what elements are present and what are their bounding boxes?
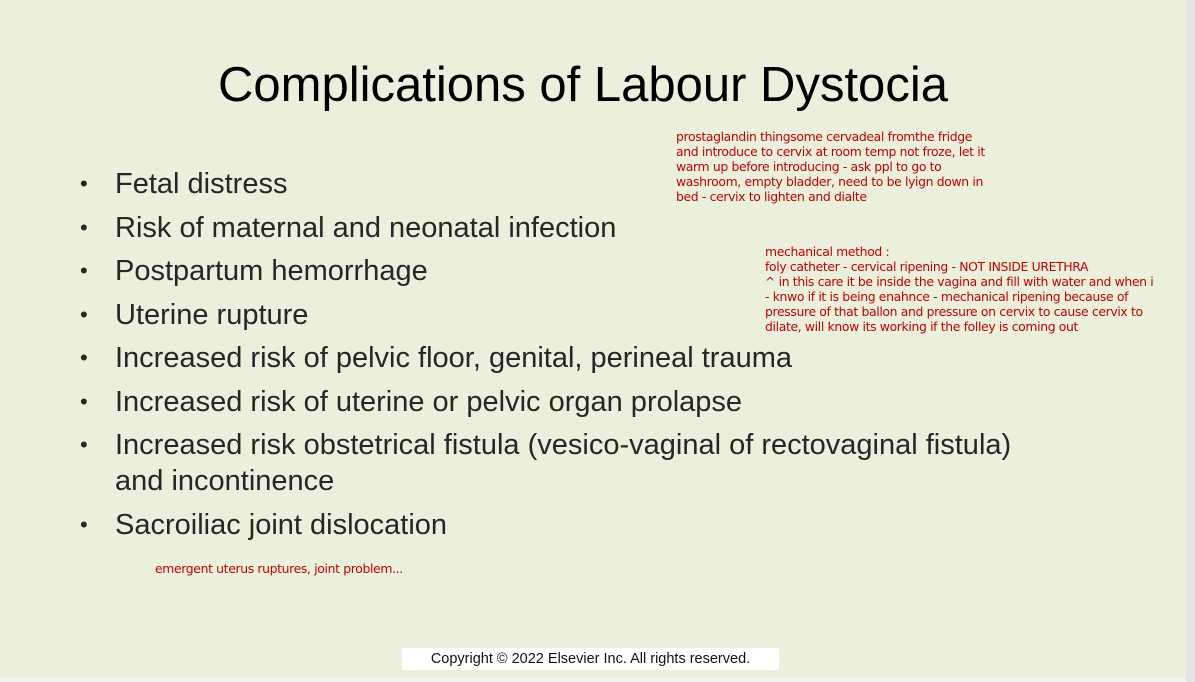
bullet-item <box>80 507 1011 543</box>
bullet-item <box>80 384 1011 420</box>
annotation-line: - knwo if it is being enahnce - mechanical ripening because of <box>765 289 1129 304</box>
bullet-dot: • <box>80 511 88 537</box>
bullet-dot: • <box>80 388 88 414</box>
bullet-dot: • <box>80 301 88 327</box>
bullet-text: Increased risk of uterine or pelvic organ prolapse <box>115 385 743 418</box>
annotation-line: emergent uterus ruptures, joint problem... <box>155 561 403 576</box>
bullet-item <box>80 427 1011 499</box>
vertical-scrollbar[interactable] <box>1186 0 1195 682</box>
annotation-line: bed - cervix to lighten and dialte <box>676 189 867 204</box>
bullet-text-continued: and incontinence <box>115 465 335 497</box>
copyright-notice: Copyright © 2022 Elsevier Inc. All rights reserved. <box>402 648 779 670</box>
bullet-list <box>80 166 1011 550</box>
annotation-line: warm up before introducing - ask ppl to go to <box>676 159 942 174</box>
bullet-text: Increased risk of pelvic floor, genital, perineal trauma <box>115 342 793 374</box>
bullet-text: Risk of maternal and neonatal infection <box>115 211 617 244</box>
annotation-line: dilate, will know its working if the folley is coming out <box>765 319 1079 334</box>
bottom-edge <box>0 678 1186 682</box>
bullet-text: Postpartum hemorrhage <box>115 255 428 287</box>
bullet-dot: • <box>80 432 88 457</box>
annotation-line: washroom, empty bladder, need to be lyign down in <box>676 174 983 189</box>
annotation-line: and introduce to cervix at room temp not froze, let it <box>676 144 985 159</box>
bullet-dot: • <box>80 171 88 196</box>
bullet-text: Increased risk obstetrical fistula (vesico-vaginal of rectovaginal fistula) <box>115 429 1012 461</box>
bullet-item <box>80 340 1011 376</box>
annotation-line: ^ in this care it be inside the vagina and fill with water and when i <box>765 274 1154 289</box>
annotation-prostaglandin <box>676 129 985 204</box>
slide-title: Complications of Labour Dystocia <box>218 58 948 112</box>
annotation-emergent <box>155 561 403 576</box>
annotation-line: prostaglandin thingsome cervadeal fromthe fridge <box>676 129 973 144</box>
bullet-dot: • <box>80 258 88 283</box>
bullet-item <box>80 210 1011 246</box>
bullet-dot: • <box>80 214 88 240</box>
annotation-line: foly catheter - cervical ripening - NOT INSIDE URETHRA <box>765 259 1089 274</box>
annotation-mechanical-method <box>765 244 1153 334</box>
bullet-dot: • <box>80 345 88 370</box>
bullet-text: Fetal distress <box>115 168 288 200</box>
bullet-text: Sacroiliac joint dislocation <box>115 508 448 541</box>
annotation-line: pressure of that ballon and pressure on cervix to cause cervix to <box>765 304 1143 319</box>
bullet-text: Uterine rupture <box>115 298 309 331</box>
annotation-line: mechanical method : <box>765 244 890 259</box>
